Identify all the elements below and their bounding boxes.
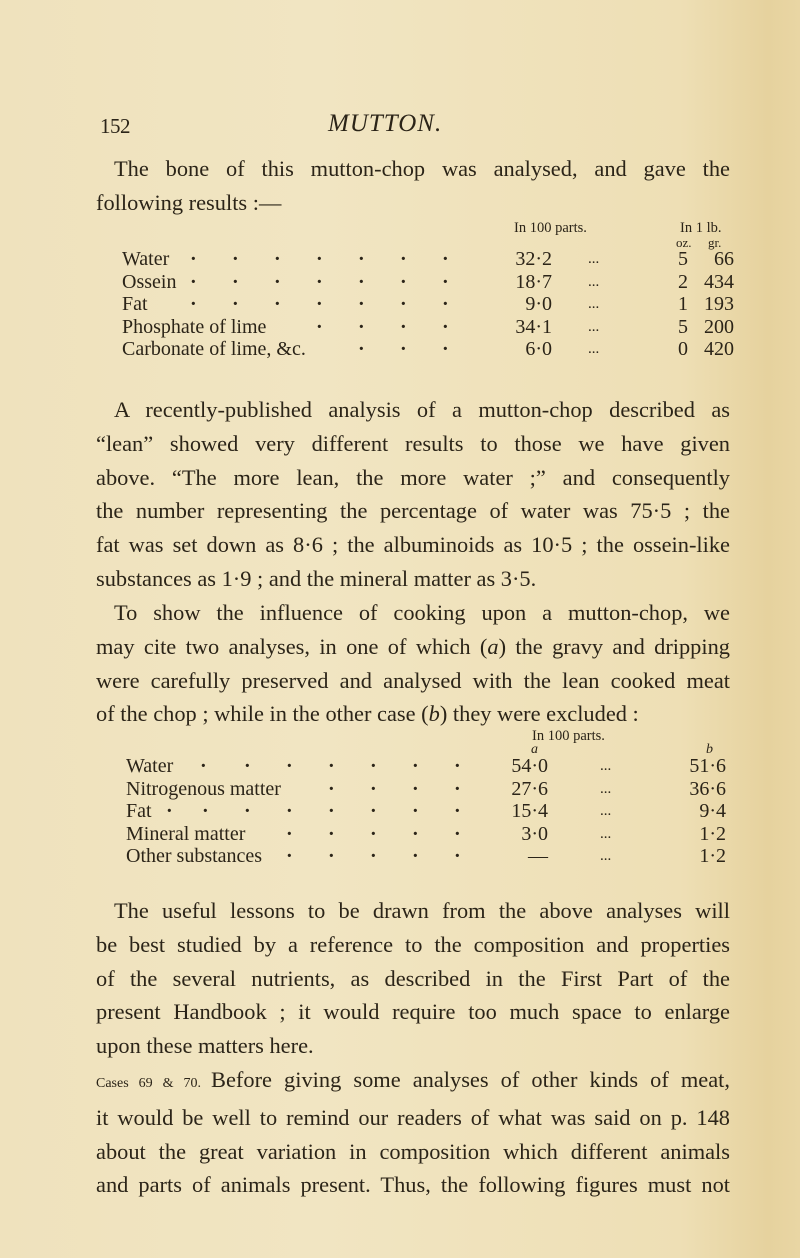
row-label: Mineral matter bbox=[126, 822, 246, 845]
column-group-header: In 100 parts. bbox=[532, 728, 605, 744]
value-oz: 5 bbox=[678, 248, 688, 270]
row-label: Nitrogenous matter bbox=[126, 777, 281, 800]
value-oz: 1 bbox=[678, 293, 688, 315]
text-line: the number representing the percentage of water was 75·5 ; the bbox=[96, 498, 730, 524]
running-title: MUTTON. bbox=[328, 110, 443, 137]
value-parts: 18·7 bbox=[515, 270, 552, 293]
value-gr: 434 bbox=[704, 270, 734, 293]
text-line: following results :— bbox=[96, 189, 282, 215]
running-head bbox=[100, 108, 740, 138]
value-a: — bbox=[528, 845, 548, 867]
separator: ... bbox=[600, 780, 612, 797]
separator: ... bbox=[588, 273, 600, 290]
separator: ... bbox=[600, 825, 612, 842]
text-line: and parts of animals present. Thus, the following figures must not bbox=[96, 1172, 730, 1198]
text-line: The useful lessons to be drawn from the above analyses will bbox=[114, 898, 730, 923]
text-line: fat was set down as 8·6 ; the albuminoids as 10·5 ; the ossein-like bbox=[96, 532, 730, 558]
table-row: Fat · · · · · · · 9·0 ... 1 193 bbox=[122, 293, 734, 315]
text-line: above. “The more lean, the more water ;” and consequently bbox=[96, 464, 730, 490]
column-header-gr: gr. bbox=[708, 235, 722, 250]
text-line: To show the influence of cooking upon a mutton-chop, we bbox=[114, 600, 730, 625]
cooking-influence-paragraph bbox=[96, 596, 730, 731]
column-header-oz: oz. bbox=[676, 235, 692, 250]
separator: ... bbox=[600, 758, 612, 774]
value-parts: 6·0 bbox=[525, 338, 552, 360]
value-gr: 66 bbox=[714, 248, 734, 270]
text-line: of the several nutrients, as described in the First Part of the bbox=[96, 965, 730, 991]
value-oz: 0 bbox=[678, 338, 688, 360]
text-line: be best studied by a reference to the composition and properties bbox=[96, 931, 730, 957]
table-header bbox=[122, 220, 732, 236]
text-line: The bone of this mutton-chop was analysed, and gave the bbox=[114, 156, 730, 181]
table-row: Phosphate of lime · · · · 34·1 ... 5 200 bbox=[122, 315, 734, 338]
lean-analysis-paragraph bbox=[96, 393, 730, 596]
table-header bbox=[126, 728, 736, 743]
value-a: 15·4 bbox=[511, 800, 548, 822]
variation-paragraph bbox=[96, 1063, 730, 1202]
cooking-comparison-table bbox=[126, 728, 736, 868]
column-header-a: a bbox=[531, 742, 538, 757]
value-a: 27·6 bbox=[511, 777, 548, 800]
value-b: 1·2 bbox=[699, 845, 726, 867]
table-row: Ossein · · · · · · · 18·7 ... 2 434 bbox=[122, 270, 734, 293]
table-row: Water · · · · · · · 54·0 ... 51·6 bbox=[126, 755, 726, 777]
text-line: Cases 69 & 70. Before giving some analyses of other kinds of meat, bbox=[96, 1067, 730, 1092]
value-parts: 32·2 bbox=[515, 248, 552, 270]
row-label: Fat bbox=[126, 800, 152, 822]
value-gr: 200 bbox=[704, 315, 734, 338]
value-a: 54·0 bbox=[511, 755, 548, 777]
table-row: Water · · · · · · · 32·2 ... 5 66 bbox=[122, 248, 734, 270]
value-gr: 420 bbox=[704, 338, 734, 360]
text-line: may cite two analyses, in one of which (a) the gravy and dripping bbox=[96, 633, 730, 659]
row-label: Other substances bbox=[126, 845, 263, 867]
table-subheader bbox=[126, 743, 736, 755]
table-row: Fat · · · · · · · · 15·4 ... 9·4 bbox=[126, 800, 726, 822]
row-label: Water bbox=[122, 248, 170, 270]
table-row: Carbonate of lime, &c. · · · 6·0 ... 0 420 bbox=[122, 338, 734, 360]
intro-paragraph bbox=[96, 152, 730, 220]
text-line: it would be well to remind our readers of what was said on p. 148 bbox=[96, 1104, 730, 1130]
row-label: Phosphate of lime bbox=[122, 315, 267, 338]
text-line: were carefully preserved and analysed with the lean cooked meat bbox=[96, 667, 730, 693]
separator: ... bbox=[600, 848, 612, 864]
text-line: present Handbook ; it would require too much space to enlarge bbox=[96, 999, 730, 1025]
lessons-paragraph bbox=[96, 894, 730, 1063]
separator: ... bbox=[588, 318, 600, 335]
value-b: 1·2 bbox=[699, 822, 726, 845]
column-header-b: b bbox=[706, 742, 713, 757]
value-gr: 193 bbox=[704, 293, 734, 315]
separator: ... bbox=[588, 251, 600, 267]
value-parts: 9·0 bbox=[525, 293, 552, 315]
page-number: 152 bbox=[100, 114, 130, 138]
row-label: Ossein bbox=[122, 270, 177, 293]
table-row: Nitrogenous matter · · · · 27·6 ... 36·6 bbox=[126, 777, 726, 800]
row-label: Carbonate of lime, &c. bbox=[122, 338, 306, 360]
text-line: A recently-published analysis of a mutton-chop described as bbox=[114, 397, 730, 422]
row-label: Water bbox=[126, 755, 174, 777]
text-line: about the great variation in composition which different animals bbox=[96, 1138, 730, 1164]
text-line: of the chop ; while in the other case (b) they were excluded : bbox=[96, 701, 639, 727]
column-header-weight: In 1 lb. bbox=[680, 220, 722, 236]
sidenote: Cases 69 & 70. bbox=[96, 1076, 202, 1091]
bone-analysis-table bbox=[122, 220, 732, 361]
table-subheader bbox=[122, 236, 732, 248]
text-line: “lean” showed very different results to those we have given bbox=[96, 430, 730, 456]
value-b: 51·6 bbox=[689, 755, 726, 777]
value-oz: 5 bbox=[678, 315, 688, 338]
value-b: 9·4 bbox=[699, 800, 726, 822]
text-line: substances as 1·9 ; and the mineral matter as 3·5. bbox=[96, 565, 537, 591]
text-line: upon these matters here. bbox=[96, 1033, 314, 1059]
separator: ... bbox=[600, 803, 612, 819]
column-header-parts: In 100 parts. bbox=[514, 220, 587, 236]
value-a: 3·0 bbox=[521, 822, 548, 845]
table-row: Mineral matter · · · · · 3·0 ... 1·2 bbox=[126, 822, 726, 845]
row-label: Fat bbox=[122, 293, 148, 315]
separator: ... bbox=[588, 341, 600, 357]
value-oz: 2 bbox=[678, 270, 688, 293]
value-parts: 34·1 bbox=[515, 315, 552, 338]
separator: ... bbox=[588, 296, 600, 312]
table-row: Other substances · · · · · — ... 1·2 bbox=[126, 845, 726, 867]
value-b: 36·6 bbox=[689, 777, 726, 800]
